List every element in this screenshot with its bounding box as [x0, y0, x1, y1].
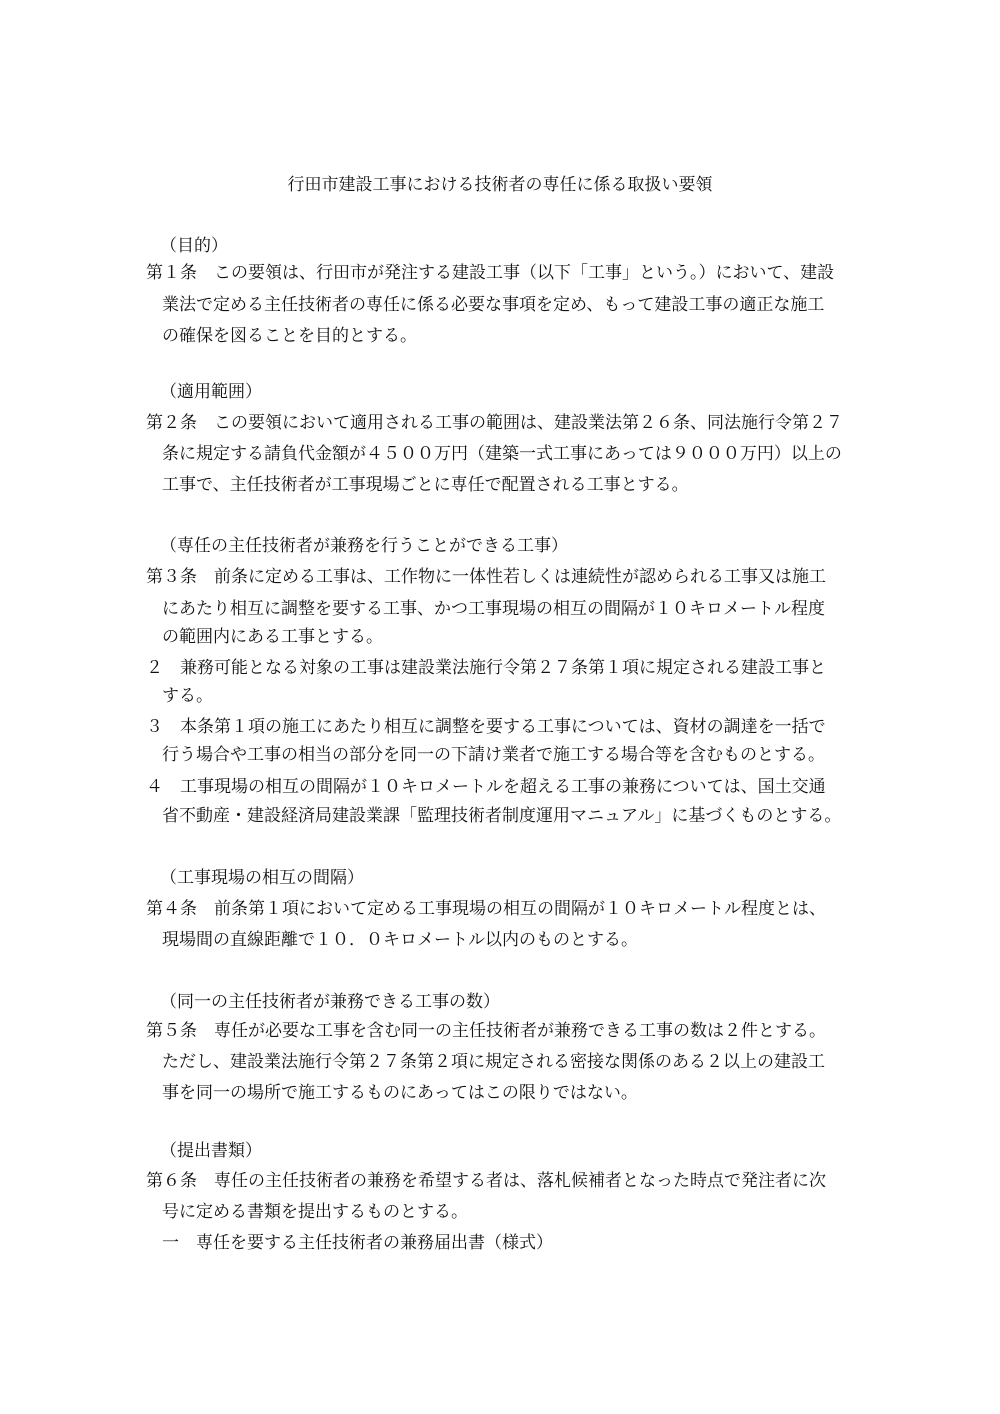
article-5-line-1: 第５条 専任が必要な工事を含む同一の主任技術者が兼務できる工事の数は２件とする。 [146, 1021, 826, 1041]
article-3-line-1: 第３条 前条に定める工事は、工作物に一体性若しくは連続性が認められる工事又は施工 [146, 567, 826, 587]
article-1-line-1: 第１条 この要領は、行田市が発注する建設工事（以下「工事」という。）において、建設 [146, 263, 835, 283]
article-3-paragraph-2-line-1: ２ 兼務可能となる対象の工事は建設業法施行令第２７条第１項に規定される建設工事と [146, 658, 826, 678]
article-3-paragraph-3-line-2: 行う場合や工事の相当の部分を同一の下請け業者で施工する場合等を含むものとする。 [162, 745, 825, 765]
article-2-line-3: 工事で、主任技術者が工事現場ごとに専任で配置される工事とする。 [162, 475, 689, 495]
article-5-line-3: 事を同一の場所で施工するものにあってはこの限りではない。 [162, 1083, 638, 1103]
article-2-line-2: 条に規定する請負代金額が４５００万円（建築一式工事にあっては９０００万円）以上の [162, 444, 842, 464]
article-6-line-2: 号に定める書類を提出するものとする。 [162, 1202, 468, 1222]
section-heading-concurrent-works: （専任の主任技術者が兼務を行うことができる工事） [160, 536, 568, 556]
article-4-line-1: 第４条 前条第１項において定める工事現場の相互の間隔が１０キロメートル程度とは、 [146, 899, 826, 919]
article-3-paragraph-2-line-2: する。 [162, 686, 213, 706]
section-heading-number-of-works: （同一の主任技術者が兼務できる工事の数） [160, 992, 500, 1012]
section-heading-purpose: （目的） [160, 236, 228, 256]
section-heading-site-distance: （工事現場の相互の間隔） [160, 868, 364, 888]
article-6-line-1: 第６条 専任の主任技術者の兼務を希望する者は、落札候補者となった時点で発注者に次 [146, 1171, 826, 1191]
article-4-line-2: 現場間の直線距離で１０．０キロメートル以内のものとする。 [162, 930, 638, 950]
article-1-line-2: 業法で定める主任技術者の専任に係る必要な事項を定め、もって建設工事の適正な施工 [162, 295, 825, 315]
article-1-line-3: の確保を図ることを目的とする。 [162, 326, 417, 346]
article-3-paragraph-4-line-1: ４ 工事現場の相互の間隔が１０キロメートルを超える工事の兼務については、国土交通 [146, 777, 826, 797]
article-3-paragraph-3-line-1: ３ 本条第１項の施工にあたり相互に調整を要する工事については、資材の調達を一括で [146, 717, 826, 737]
document-title: 行田市建設工事における技術者の専任に係る取扱い要領 [287, 175, 713, 195]
article-5-line-2: ただし、建設業法施行令第２７条第２項に規定される密接な関係のある２以上の建設工 [162, 1052, 825, 1072]
article-3-paragraph-4-line-2: 省不動産・建設経済局建設業課「監理技術者制度運用マニュアル」に基づくものとする。 [162, 806, 842, 826]
article-2-line-1: 第２条 この要領において適用される工事の範囲は、建設業法第２６条、同法施行令第２７ [146, 413, 843, 433]
section-heading-documents: （提出書類） [160, 1141, 262, 1161]
article-3-line-3: の範囲内にある工事とする。 [162, 627, 383, 647]
article-3-line-2: にあたり相互に調整を要する工事、かつ工事現場の相互の間隔が１０キロメートル程度 [162, 599, 825, 619]
article-6-item-1: 一 専任を要する主任技術者の兼務届出書（様式） [162, 1233, 553, 1253]
section-heading-scope: （適用範囲） [160, 382, 262, 402]
